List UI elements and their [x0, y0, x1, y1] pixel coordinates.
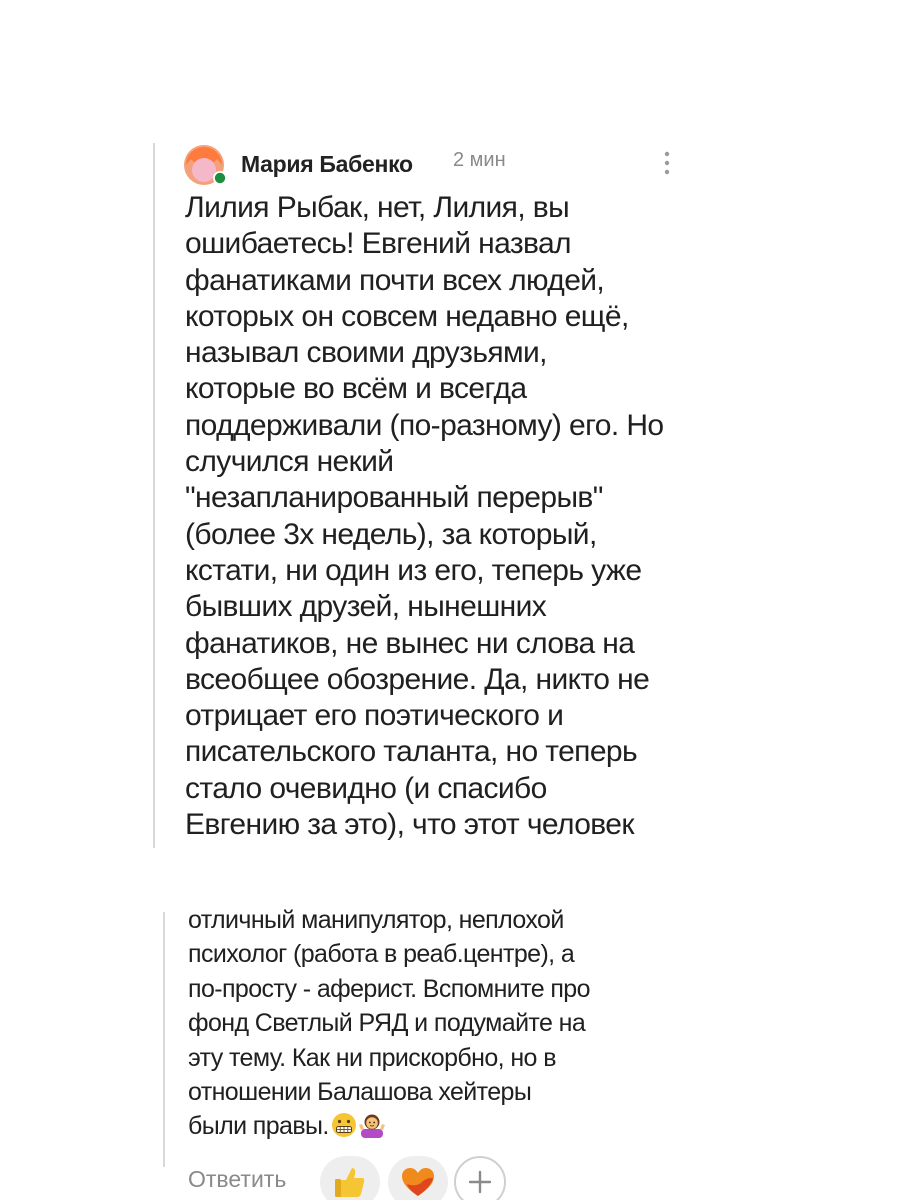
thread-line	[153, 143, 155, 848]
comment-timestamp: 2 мин	[453, 149, 506, 171]
comment-text-line: по-просту - аферист. Вспомните про	[188, 974, 590, 1003]
comment-text-line: фонд Светлый РЯД и подумайте на	[188, 1009, 586, 1038]
comment-text-line: психолог (работа в реаб.центре), а	[188, 940, 575, 969]
author-name[interactable]: Мария Бабенко	[241, 151, 413, 177]
reply-button[interactable]: Ответить	[188, 1166, 287, 1192]
comment-text-last-line	[188, 1109, 658, 1143]
comment-text	[185, 190, 705, 843]
thumbs-up-icon	[320, 1156, 380, 1200]
comment-text-line: (более 3х недель), за который,	[185, 517, 597, 551]
comment-actions	[188, 1156, 548, 1200]
comment-text-line: эту тему. Как ни прискорбно, но в	[188, 1043, 556, 1072]
comment-text-line: фанатиков, не вынес ни слова на	[185, 626, 635, 660]
heart-icon	[388, 1156, 448, 1200]
heart-reaction-button[interactable]	[388, 1156, 448, 1200]
comment-text-line: "незапланированный перерыв"	[185, 481, 603, 515]
add-reaction-button[interactable]	[454, 1156, 506, 1200]
comment-text-line: писательского таланта, но теперь	[185, 735, 638, 769]
comment-text-line: поддерживали (по-разному) его. Но	[185, 408, 664, 442]
comment-text-last-words: были правы.	[188, 1112, 329, 1141]
comment-text-line: фанатиками почти всех людей,	[185, 263, 605, 297]
more-options-button[interactable]	[659, 147, 675, 179]
comment-header	[183, 143, 683, 187]
avatar[interactable]	[183, 143, 229, 187]
add-reaction-icon	[456, 1158, 504, 1200]
comment-text-line: Лилия Рыбак, нет, Лилия, вы	[185, 191, 570, 224]
shrugging-woman-icon	[359, 1112, 385, 1138]
comment-text-line: случился некий	[185, 445, 394, 479]
more-vertical-icon	[659, 147, 675, 179]
comment-text-line: называл своими друзьями,	[185, 336, 547, 370]
comment-text-line: которые во всём и всегда	[185, 372, 527, 406]
grimacing-face-icon	[331, 1112, 357, 1138]
comment-text-line: отрицает его поэтического и	[185, 699, 564, 733]
avatar-icon	[183, 143, 229, 187]
comment-text-line: которых он совсем недавно ещё,	[185, 299, 629, 333]
comment-text-line: стало очевидно (и спасибо	[185, 771, 547, 805]
like-reaction-button[interactable]	[320, 1156, 380, 1200]
comment-text-line: ошибаетесь! Евгений назвал	[185, 227, 571, 261]
online-status-dot	[215, 173, 225, 183]
comment-text-line: отличный манипулятор, неплохой	[188, 906, 564, 934]
comment-text-line: кстати, ни один из его, теперь уже	[185, 553, 642, 587]
comment-text-line: всеобщее обозрение. Да, никто не	[185, 662, 650, 696]
comment-text-continuation	[188, 903, 658, 1144]
comment-text-line: отношении Балашова хейтеры	[188, 1078, 532, 1107]
thread-line	[163, 912, 165, 1167]
comment-text-line: бывших друзей, нынешних	[185, 590, 547, 624]
comment-text-line: Евгению за это), что этот человек	[185, 808, 634, 842]
